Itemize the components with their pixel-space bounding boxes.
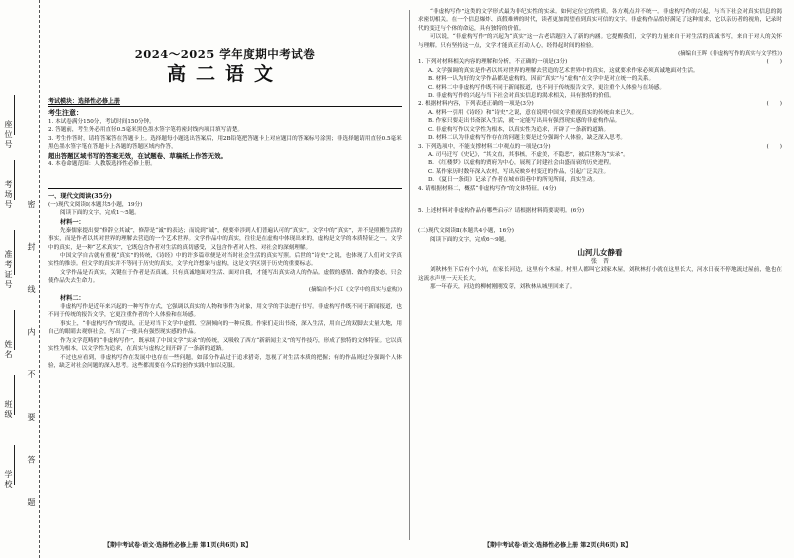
notice-title: 考生注意： xyxy=(48,108,83,117)
question-1 xyxy=(418,58,782,66)
section-reading xyxy=(48,192,402,370)
material-source: (摘编自李小江《文学中的真实与虚构》) xyxy=(308,286,402,293)
right-column xyxy=(414,0,786,558)
notice-item: 2. 答题前，考生务必用直径0.5毫米黑色墨水签字笔将密封线内项目填写清楚。 xyxy=(48,127,244,134)
page-footer xyxy=(104,542,251,550)
material-paragraph: 不过也应看到，非虚构写作在发展中也存在一些问题，如部分作品过于追求猎奇，忽视了对生活本质的把握；有的作品则过分强调个人体验，缺乏对社会问题的深入思考。这些都需要在今后的创作实践中加以克服。 xyxy=(48,354,402,369)
section-instruction: 阅读下面的文字，完成1～5题。 xyxy=(60,210,140,217)
binding-label-school: 学校 xyxy=(4,470,13,490)
subject-title: 高二语文 xyxy=(166,63,283,85)
notice-rule xyxy=(48,188,402,189)
section-title: 一、现代文阅读(35分) xyxy=(48,193,112,200)
left-column xyxy=(44,0,406,558)
question-option: D. 《夏日一条街》记录了作者在城市街巷中的所见所闻，真实生动。 xyxy=(428,177,599,184)
subsection-title: (一)现代文阅读Ⅰ(本题共5小题，19分) xyxy=(48,202,143,208)
binding-label-seat: 座位号 xyxy=(4,120,13,150)
material-title: 材料二： xyxy=(60,295,85,303)
question-option: A. 文学强调的真实是作者以其对世界的理解去营造的艺术世界中的真实，这就要求作家必须真诚地面对生活。 xyxy=(428,67,699,74)
notice-item: 4. 本卷命题范围：人教版选择性必修上册。 xyxy=(48,161,156,168)
question-option: D. 非虚构写作的兴起与当下社会对真实信息的渴求相关，具有独特的价值。 xyxy=(428,93,615,100)
question-option: A. 材料一引用《诗经》和“诗史”之说，意在说明中国文学重视真实的传统由来已久。 xyxy=(428,109,638,116)
binding-line xyxy=(14,445,15,485)
question-option: B. 作家只要走出书斋深入生活，就一定能写出具有强烈现实感的非虚构作品。 xyxy=(428,118,621,125)
answer-paren: ( ) xyxy=(766,143,782,150)
seal-line-text: 密 封 线 内 不 要 答 题 xyxy=(27,200,36,522)
question-stem: 3. 下列选项中，不能支撑材料二中观点的一项是(3分) xyxy=(418,143,551,150)
question-option: C. 材料二中非虚构写作既不同于新闻报道，也不同于传统报告文学，更注重个人体验与在场感。 xyxy=(428,84,665,91)
subsection-title: (二)现代文阅读Ⅱ(本题共4小题，16分) xyxy=(418,228,514,235)
footer-text: 【期中考试卷·语文·选择性必修上册 第1页(共6页) R】 xyxy=(104,541,252,549)
binding-line xyxy=(14,310,15,350)
column-divider xyxy=(409,10,410,540)
material-paragraph: 文学作品是否真实，关键在于作者是否真诚。只有真诚地面对生活、面对自我，才能写出真实动人的作品。虚假的感情、做作的姿态，只会使作品失去生命力。 xyxy=(48,269,402,285)
question-4: 4. 请根据材料二，概括“非虚构写作”的文体特征。(4分) xyxy=(418,185,557,192)
story-author: 张 晋 xyxy=(590,258,609,266)
story-title: 山河儿女静看 xyxy=(577,248,623,258)
question-option: D. 材料二认为非虚构写作存在的问题主要是过分强调个人体验，缺乏深入思考。 xyxy=(428,135,627,142)
exam-title: 2024～2025 学年度期中考试卷 xyxy=(134,47,316,61)
material-paragraph: 先秦儒家提出要“修辞立其诚”，修辞是“诚”的表达；而说到“诚”，便要牵涉到人们普遍认可的“真实”。文学中的“真实”，并不是照搬生活的事实，而是作者以其对世界的理解去营造的一个艺术世界。文学作品中的真实，往往是在虚构中体现出来的，虚构是文学的本质特征之一。文学中的真实，是一种“艺术真实”，它既包含作者对生活的真切感受，又包含作者对人性、对社会的深刻理解。 xyxy=(48,227,402,251)
material-paragraph: “非虚构写作”这类的文学形式最为非纪实性的实录。如何定位它的性质，各方观点并不统一。非虚构写作的兴起，与当下社会对真实信息的渴求密切相关。在一个信息爆炸、真假难辨的时代，读者更加渴望看到真实可信的文字。非虚构作品恰好满足了这种需求，它以亲历者的视角，记录时代的变迁与个体的命运，具有独特的价值。 xyxy=(418,9,782,32)
material-paragraph: 事实上，“非虚构写作”的提出，正是对当下文学中虚假、空洞倾向的一种反拨。作家们走出书斋，深入生活，用自己的双脚去丈量大地，用自己的眼睛去观察社会，写出了一批具有强烈现实感的作品。 xyxy=(48,320,402,336)
question-option: C. 某作家历时数年深入农村，写出反映乡村变迁的作品，引起广泛关注。 xyxy=(428,168,610,175)
question-2 xyxy=(418,100,782,108)
binding-margin xyxy=(0,0,40,558)
material-paragraph: 可以说，“非虚构写作”的兴起为“真实”这一古老话题注入了新的内涵。它提醒我们，文学的力量来自于对生活的真诚书写，来自于对人的关怀与理解。只有坚持这一点，文学才能真正打动人心，经得起时间的检验。 xyxy=(418,34,782,49)
binding-label-class: 班级 xyxy=(4,400,13,420)
binding-line xyxy=(14,160,15,200)
section-instruction: 阅读下面的文字，完成6～9题。 xyxy=(430,236,510,243)
material-paragraph: 非虚构写作是近年来兴起的一种写作方式，它强调以真实的人物和事件为对象，用文学的手法进行书写。非虚构写作既不同于新闻报道，也不同于传统的报告文学，它更注重作者的个人体验和在场感。 xyxy=(48,304,402,319)
binding-label-ticket: 准考证号 xyxy=(4,250,13,290)
story-paragraph: 刘秋林坐下后有个小坑，在家长河边，这里有个木屋。村里人都叫它刘家木屋，刘秋林打小就在这里长大，河水日夜不停地流过屋前，他也在这流水声里一天天长大。 xyxy=(418,267,782,282)
material-title: 材料一： xyxy=(60,218,85,226)
binding-line xyxy=(14,95,15,135)
footer-text: 【期中考试卷·语文·选择性必修上册 第2页(共6页) R】 xyxy=(484,541,632,549)
material-paragraph: 中国文学自古就有重视“真实”的传统，《诗经》中的许多篇章便是对当时社会生活的真实写照。后世的“诗史”之说，也体现了人们对文学真实性的推崇。但文学的真实并不等同于历史的真实，文学允许想象与虚构，这是文学区别于历史的重要标志。 xyxy=(48,253,402,268)
notice-item: 1. 本试卷满分150分，考试时间150分钟。 xyxy=(48,119,155,125)
binding-line xyxy=(14,375,15,415)
question-3 xyxy=(418,143,782,151)
page-footer xyxy=(484,542,631,550)
notice-box xyxy=(48,108,402,168)
story-paragraph: 那一年春天，河边的柳树刚刚发芽，刘秋林从城里回来了。 xyxy=(430,283,576,290)
exam-module: 考试模块：选择性必修上册 xyxy=(48,98,121,105)
notice-item: 3. 考生作答时，请将答案答在答题卡上。选择题每小题选出答案后，用2B铅笔把答题卡上对应题目的答案标号涂黑；非选择题请用直径0.5毫米黑色墨水签字笔在答题卡上各题的答题区域内作答， xyxy=(48,135,402,151)
header-rule xyxy=(48,106,402,107)
question-stem: 2. 根据材料内容，下列表述正确的一项是(3分) xyxy=(418,101,534,108)
answer-paren: ( ) xyxy=(766,59,782,66)
binding-line xyxy=(14,230,15,275)
question-stem: 1. 下列对材料相关内容的理解和分析，不正确的一项是(3分) xyxy=(418,59,568,66)
answer-paren: ( ) xyxy=(766,101,782,108)
question-option: B. 材料一认为好的文学作品都是虚构的，因而“真实”与“虚构”在文学中是对立统一的关系。 xyxy=(428,76,655,83)
question-5: 5. 上述材料对非虚构作品有哪些启示？请根据材料简要说明。(6分) xyxy=(418,207,585,214)
binding-label-room: 考场号 xyxy=(4,180,13,210)
material-source: (摘编自王晖《非虚构写作的真实与文学性》) xyxy=(678,51,782,58)
binding-label-name: 姓名 xyxy=(4,340,13,360)
notice-bold-line: 超出答题区域书写的答案无效，在试题卷、草稿纸上作答无效。 xyxy=(48,151,227,160)
material-paragraph: 作为文学范畴的“非虚构写作”，既承续了中国文学“实录”的传统，又吸收了西方“新新闻主义”的写作技巧，形成了独特的文体特征。它以真实性为根本，以文学性为追求，在真实与虚构之间开辟了一条新的道路。 xyxy=(48,337,402,353)
question-option: A. 司马迁写《史记》，“其文直，其事核，不虚美，不隐恶”，被后世称为“实录”。 xyxy=(428,151,629,158)
material2-continued xyxy=(418,8,782,291)
question-option: B. 《红楼梦》以虚构的贾府为中心，展现了封建社会由盛而衰的历史进程。 xyxy=(428,160,615,167)
question-option: C. 非虚构写作以文学性为根本，以真实性为追求，开辟了一条新的道路。 xyxy=(428,126,610,133)
